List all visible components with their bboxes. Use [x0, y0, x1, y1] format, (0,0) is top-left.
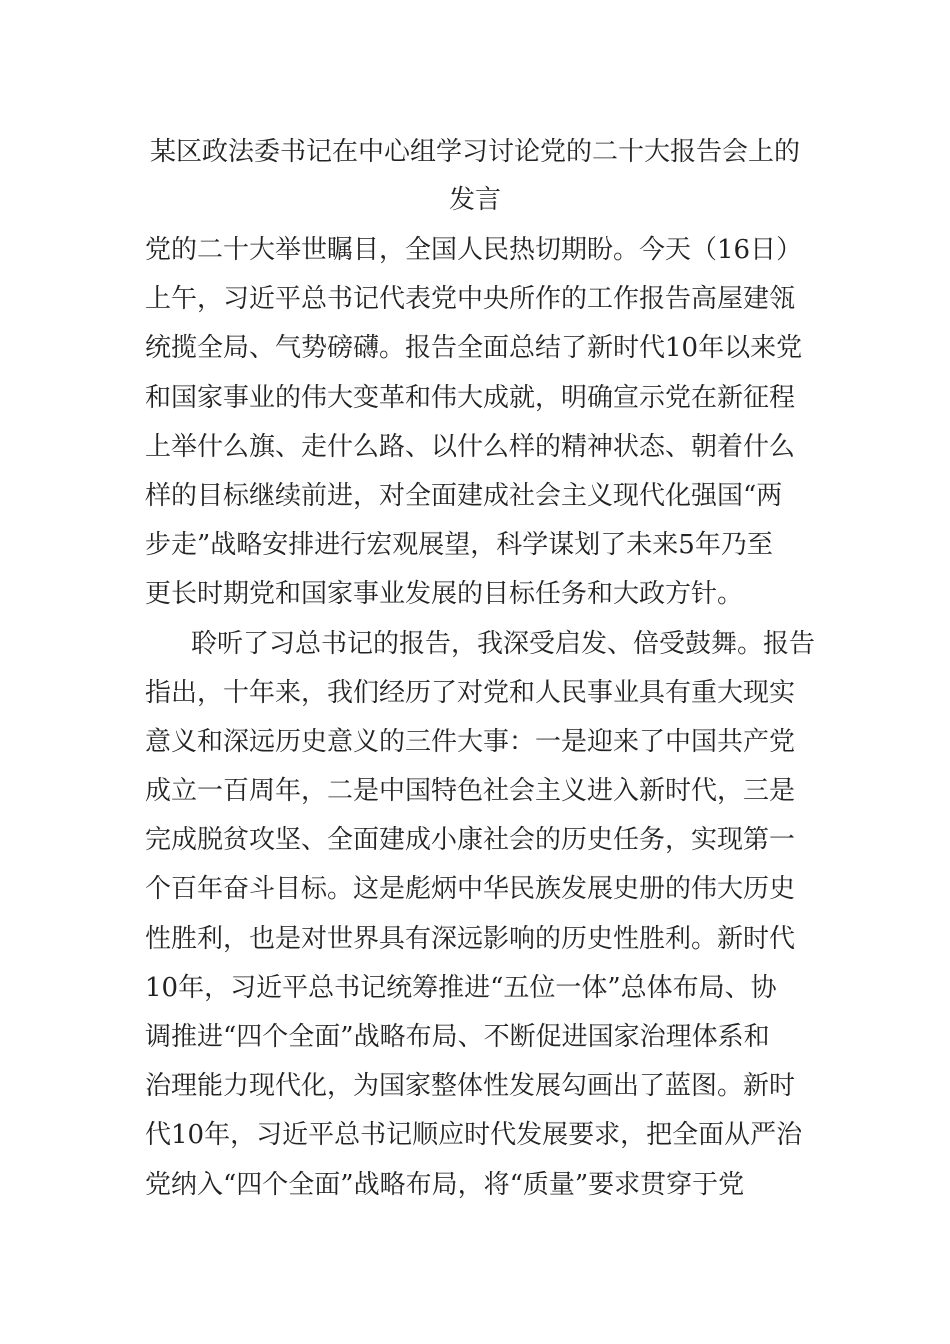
paragraph-line: 统揽全局、气势磅礴。报告全面总结了新时代10年以来党 [145, 333, 803, 364]
paragraph-line: 更长时期党和国家事业发展的目标任务和大政方针。 [145, 579, 744, 610]
paragraph-line: 成立一百周年，二是中国特色社会主义进入新时代，三是 [145, 776, 796, 807]
paragraph-1 [145, 226, 815, 620]
paragraph-line: 治理能力现代化，为国家整体性发展勾画出了蓝图。新时 [145, 1071, 796, 1102]
paragraph-line: 指出，十年来，我们经历了对党和人民事业具有重大现实 [145, 677, 796, 708]
paragraph-line: 个百年奋斗目标。这是彪炳中华民族发展史册的伟大历史 [145, 874, 796, 905]
paragraph-line: 上举什么旗、走什么路、以什么样的精神状态、朝着什么 [145, 431, 796, 462]
paragraph-line: 和国家事业的伟大变革和伟大成就，明确宣示党在新征程 [145, 382, 796, 413]
paragraph-line: 样的目标继续前进，对全面建成社会主义现代化强国“两 [145, 480, 783, 511]
paragraph-line: 意义和深远历史意义的三件大事：一是迎来了中国共产党 [145, 726, 796, 757]
paragraph-line: 10年，习近平总书记统筹推进“五位一体”总体布局、协 [145, 972, 777, 1003]
paragraph-line: 步走”战略安排进行宏观展望，科学谋划了未来5年乃至 [145, 530, 773, 561]
paragraph-line: 党的二十大举世瞩目，全国人民热切期盼。今天（16日） [145, 235, 803, 265]
paragraph-line: 上午，习近平总书记代表党中央所作的工作报告高屋建瓴 [145, 284, 796, 315]
paragraph-2 [145, 620, 815, 1210]
paragraph-line: 调推进“四个全面”战略布局、不断促进国家治理体系和 [145, 1022, 770, 1052]
document-title-line-2: 发言 [448, 185, 501, 215]
document-title-line-1: 某区政法委书记在中心组学习讨论党的二十大报告会上的 [149, 137, 800, 167]
paragraph-line: 代10年，习近平总书记顺应时代发展要求，把全面从严治 [145, 1120, 803, 1151]
document-body [145, 226, 815, 1210]
paragraph-line: 完成脱贫攻坚、全面建成小康社会的历史任务，实现第一 [145, 825, 796, 856]
paragraph-line: 性胜利，也是对世界具有深远影响的历史性胜利。新时代 [145, 923, 796, 954]
paragraph-line: 聆听了习总书记的报告，我深受启发、倍受鼓舞。报告 [191, 628, 816, 659]
paragraph-line: 党纳入“四个全面”战略布局，将“质量”要求贯穿于党 [145, 1169, 745, 1200]
